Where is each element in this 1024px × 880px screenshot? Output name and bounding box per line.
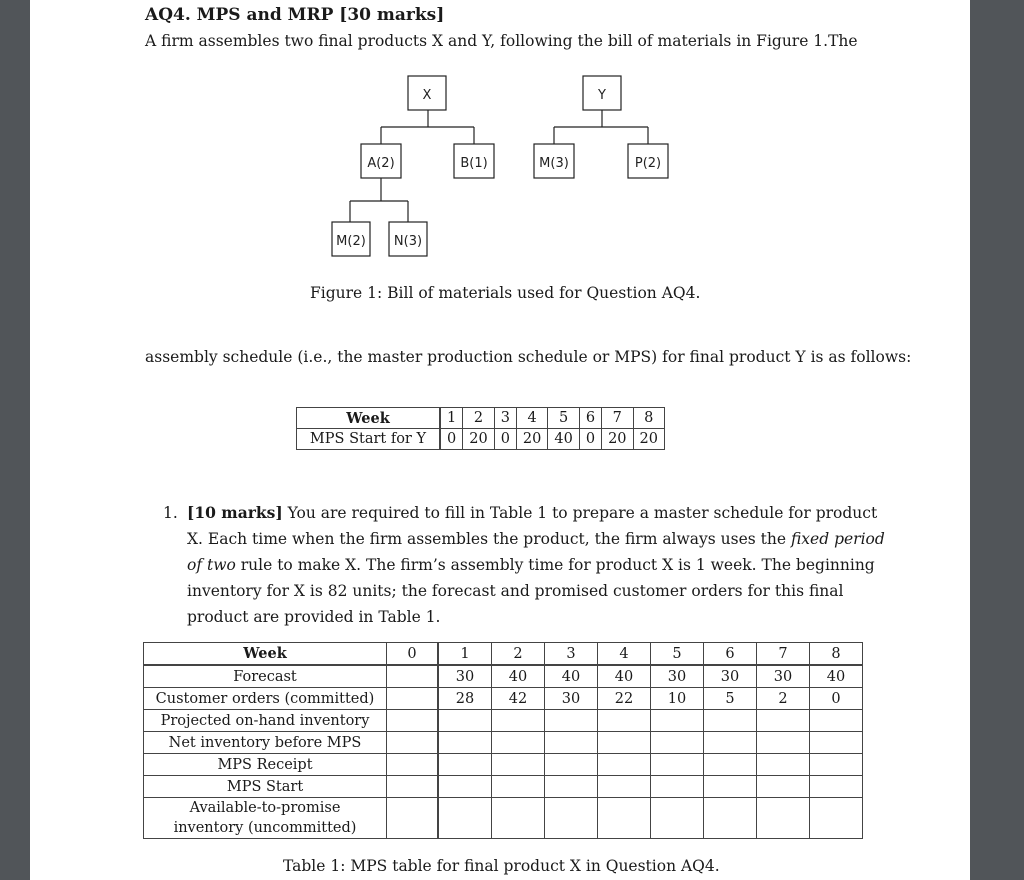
mps-x-cell[interactable] (438, 710, 492, 732)
question-1-number: 1. (163, 504, 178, 522)
mps-y-value-5: 40 (548, 429, 579, 450)
mps-x-cell[interactable] (438, 732, 492, 754)
mps-x-cell[interactable] (757, 710, 810, 732)
mps-y-week-1: 1 (440, 408, 463, 429)
mps-x-atp-label (144, 798, 387, 839)
mps-x-cell[interactable] (651, 732, 704, 754)
mps-x-cell: 40 (598, 665, 651, 688)
mps-x-cell[interactable] (757, 776, 810, 798)
mps-x-row (144, 754, 863, 776)
mps-y-week-row (297, 408, 665, 429)
mps-y-week-label: Week (297, 408, 441, 429)
bom-label-n: N(3) (393, 234, 423, 249)
mps-x-cell[interactable] (704, 754, 757, 776)
mps-x-cell[interactable] (598, 798, 651, 839)
mps-x-cell[interactable] (387, 732, 439, 754)
mps-x-cell[interactable] (492, 798, 545, 839)
mps-x-row-label: MPS Receipt (144, 754, 387, 776)
bom-label-a: A(2) (367, 156, 395, 171)
mps-y-value-8: 20 (633, 429, 664, 450)
mps-y-value-7: 20 (602, 429, 633, 450)
mps-x-cell: 0 (810, 688, 863, 710)
mps-x-week-1: 1 (438, 643, 492, 666)
mps-x-cell[interactable] (438, 798, 492, 839)
mps-x-week-3: 3 (545, 643, 598, 666)
mps-x-cell[interactable] (387, 710, 439, 732)
mps-y-value-2: 20 (463, 429, 494, 450)
mps-y-week-5: 5 (548, 408, 579, 429)
mps-x-cell[interactable] (651, 798, 704, 839)
mps-x-cell[interactable] (810, 776, 863, 798)
mps-x-cell: 5 (704, 688, 757, 710)
mps-x-week-5: 5 (651, 643, 704, 666)
mps-x-cell[interactable] (438, 776, 492, 798)
mps-x-table-body (144, 665, 863, 798)
mps-x-cell: 40 (492, 665, 545, 688)
mps-x-cell[interactable] (387, 798, 439, 839)
mps-x-cell[interactable] (704, 776, 757, 798)
figure-caption: Figure 1: Bill of materials used for Question AQ4. (310, 284, 701, 302)
mps-x-cell[interactable] (545, 798, 598, 839)
mps-x-cell[interactable] (598, 732, 651, 754)
bom-label-p: P(2) (634, 156, 662, 171)
mps-x-atp-label-line-1: Available-to-promise (189, 800, 341, 816)
mps-x-cell[interactable] (387, 776, 439, 798)
mps-x-cell[interactable] (810, 710, 863, 732)
mps-x-cell: 22 (598, 688, 651, 710)
mps-x-cell[interactable] (492, 710, 545, 732)
mps-x-cell: 30 (438, 665, 492, 688)
mps-x-row (144, 688, 863, 710)
mps-y-start-row (297, 429, 665, 450)
mps-y-value-1: 0 (440, 429, 463, 450)
mps-x-cell[interactable] (492, 776, 545, 798)
mps-x-week-0: 0 (387, 643, 439, 666)
mps-y-week-6: 6 (579, 408, 601, 429)
mps-x-cell[interactable] (810, 732, 863, 754)
document-page (30, 0, 970, 880)
mps-y-start-label: MPS Start for Y (297, 429, 441, 450)
mps-x-week-4: 4 (598, 643, 651, 666)
mps-x-cell: 30 (757, 665, 810, 688)
mps-x-week-6: 6 (704, 643, 757, 666)
mps-x-cell[interactable] (704, 710, 757, 732)
mps-x-cell: 30 (651, 665, 704, 688)
mps-x-cell: 28 (438, 688, 492, 710)
mps-x-cell[interactable] (492, 732, 545, 754)
question-1 (163, 500, 893, 630)
bom-label-b: B(1) (460, 156, 488, 171)
mps-x-week-label: Week (144, 643, 387, 666)
mps-x-atp-row (144, 798, 863, 839)
mps-x-cell: 40 (545, 665, 598, 688)
mps-x-cell[interactable] (651, 754, 704, 776)
mps-x-cell[interactable] (545, 754, 598, 776)
mps-x-cell[interactable] (438, 754, 492, 776)
mps-x-cell[interactable] (598, 710, 651, 732)
bom-label-m3: M(3) (539, 156, 569, 171)
intro-paragraph: A firm assembles two final products X and Y, following the bill of materials in Figure 1.The (145, 32, 858, 50)
mps-x-cell[interactable] (810, 798, 863, 839)
mps-x-week-8: 8 (810, 643, 863, 666)
question-1-text-b: rule to make X. The firm’s assembly time for product X is 1 week. The beginning inventory for X is 82 units; the forecast and promised customer orders for this final product are provided in Table 1. (187, 556, 875, 626)
mps-x-cell: 40 (810, 665, 863, 688)
mps-x-cell[interactable] (757, 732, 810, 754)
mps-x-cell: 10 (651, 688, 704, 710)
question-heading: AQ4. MPS and MRP [30 marks] (145, 5, 445, 25)
mps-y-value-6: 0 (579, 429, 601, 450)
bom-label-y: Y (598, 88, 606, 103)
mps-x-cell[interactable] (387, 688, 439, 710)
mps-x-cell[interactable] (492, 754, 545, 776)
mps-x-row-label: Projected on-hand inventory (144, 710, 387, 732)
mps-x-cell[interactable] (704, 732, 757, 754)
mps-y-paragraph: assembly schedule (i.e., the master production schedule or MPS) for final product Y is as follows: (145, 348, 912, 366)
mps-y-week-2: 2 (463, 408, 494, 429)
mps-x-cell[interactable] (757, 754, 810, 776)
mps-x-row-label: MPS Start (144, 776, 387, 798)
mps-x-row (144, 665, 863, 688)
mps-x-cell[interactable] (545, 776, 598, 798)
mps-x-cell[interactable] (598, 776, 651, 798)
mps-x-cell[interactable] (598, 754, 651, 776)
mps-x-row (144, 776, 863, 798)
mps-x-row (144, 732, 863, 754)
question-1-body (187, 500, 893, 630)
mps-x-week-2: 2 (492, 643, 545, 666)
mps-y-week-3: 3 (494, 408, 516, 429)
mps-x-row-label: Forecast (144, 665, 387, 688)
mps-x-cell[interactable] (545, 710, 598, 732)
mps-x-row-label: Net inventory before MPS (144, 732, 387, 754)
mps-y-table (296, 407, 665, 450)
mps-x-cell[interactable] (651, 710, 704, 732)
mps-y-week-8: 8 (633, 408, 664, 429)
bom-label-m2: M(2) (336, 234, 366, 249)
mps-x-table (143, 642, 863, 839)
mps-x-atp-label-line-2: inventory (uncommitted) (173, 820, 357, 836)
mps-x-cell[interactable] (387, 754, 439, 776)
mps-x-row (144, 710, 863, 732)
question-1-italic: fixed period of two (187, 530, 885, 574)
mps-x-cell[interactable] (545, 732, 598, 754)
mps-x-cell: 30 (704, 665, 757, 688)
table-caption: Table 1: MPS table for final product X in Question AQ4. (283, 857, 720, 875)
mps-x-cell: 2 (757, 688, 810, 710)
mps-y-value-4: 20 (516, 429, 547, 450)
mps-x-cell[interactable] (704, 798, 757, 839)
question-1-text-a: You are required to fill in Table 1 to prepare a master schedule for product X. Each time when the firm assembles the product, the firm always uses the (187, 504, 878, 548)
mps-x-week-row (144, 643, 863, 666)
mps-y-week-4: 4 (516, 408, 547, 429)
mps-x-cell[interactable] (651, 776, 704, 798)
mps-x-cell[interactable] (387, 665, 439, 688)
mps-x-cell: 30 (545, 688, 598, 710)
mps-x-week-7: 7 (757, 643, 810, 666)
mps-x-row-label: Customer orders (committed) (144, 688, 387, 710)
mps-y-week-7: 7 (602, 408, 633, 429)
mps-y-value-3: 0 (494, 429, 516, 450)
mps-x-cell: 42 (492, 688, 545, 710)
question-1-marks: [10 marks] (187, 503, 283, 522)
mps-x-cell[interactable] (810, 754, 863, 776)
mps-x-cell[interactable] (757, 798, 810, 839)
bom-label-x: X (422, 88, 432, 103)
